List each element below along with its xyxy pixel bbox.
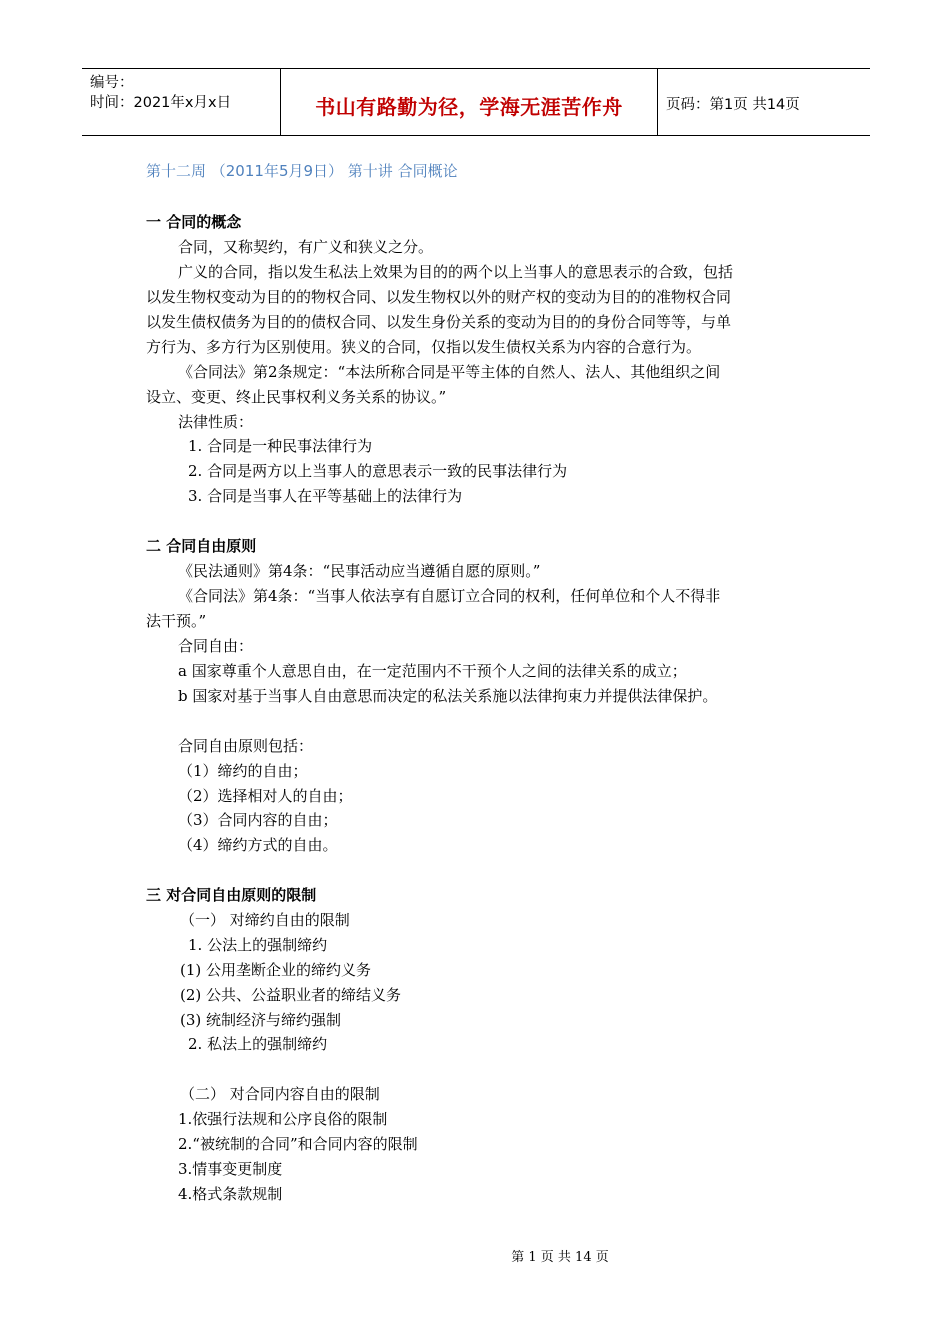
list-item: 4.格式条款规制 bbox=[178, 1185, 283, 1203]
number-label: 编号： bbox=[90, 75, 134, 91]
section-heading: 二 合同自由原则 bbox=[146, 537, 257, 555]
subsection-heading: （一） 对缔约自由的限制 bbox=[180, 911, 350, 929]
list-item: 3. 合同是当事人在平等基础上的法律行为 bbox=[188, 487, 463, 505]
page-header bbox=[82, 68, 870, 136]
list-item: 1. 合同是一种民事法律行为 bbox=[188, 437, 373, 455]
section-heading: 一 合同的概念 bbox=[146, 213, 242, 231]
paragraph-line: 合同，又称契约，有广义和狭义之分。 bbox=[178, 238, 434, 256]
paragraph-line: 《民法通则》第4条：“民事活动应当遵循自愿的原则。” bbox=[178, 562, 541, 580]
paragraph-line: 广义的合同，指以发生私法上效果为目的的两个以上当事人的意思表示的合致，包括 bbox=[178, 263, 734, 281]
list-item: 1. 公法上的强制缔约 bbox=[188, 936, 328, 954]
list-item: 2.“被统制的合同”和合同内容的限制 bbox=[178, 1135, 418, 1153]
list-item: 3.情事变更制度 bbox=[178, 1160, 283, 1178]
time-label: 时间：2021年x月x日 bbox=[90, 95, 232, 111]
list-item: 2. 合同是两方以上当事人的意思表示一致的民事法律行为 bbox=[188, 462, 568, 480]
page-footer: 第 1 页 共 14 页 bbox=[511, 1250, 609, 1265]
header-divider bbox=[657, 69, 658, 136]
list-item: a 国家尊重个人意思自由，在一定范围内不干预个人之间的法律关系的成立； bbox=[178, 662, 687, 680]
list-item: （3）合同内容的自由； bbox=[178, 811, 338, 829]
paragraph-line: 以发生债权债务为目的的债权合同、以发生身份关系的变动为目的的身份合同等等，与单 bbox=[146, 313, 732, 331]
paragraph-line: 《合同法》第2条规定：“本法所称合同是平等主体的自然人、法人、其他组织之间 bbox=[178, 363, 721, 381]
paragraph-line: 法干预。” bbox=[146, 612, 207, 630]
header-page-label: 页码：第1页 共14页 bbox=[666, 97, 800, 113]
paragraph-line: 设立、变更、终止民事权利义务关系的协议。” bbox=[146, 388, 447, 406]
list-item: (2) 公共、公益职业者的缔结义务 bbox=[180, 986, 402, 1004]
paragraph-line: 《合同法》第4条：“当事人依法享有自愿订立合同的权利，任何单位和个人不得非 bbox=[178, 587, 721, 605]
list-item: 2. 私法上的强制缔约 bbox=[188, 1035, 328, 1053]
list-item: (3) 统制经济与缔约强制 bbox=[180, 1011, 342, 1029]
paragraph-line: 合同自由原则包括： bbox=[178, 737, 314, 755]
paragraph-line: 以发生物权变动为目的的物权合同、以发生物权以外的财产权的变动为目的的准物权合同 bbox=[146, 288, 732, 306]
list-item: (1) 公用垄断企业的缔约义务 bbox=[180, 961, 372, 979]
list-item: 1.依强行法规和公序良俗的限制 bbox=[178, 1110, 388, 1128]
paragraph-line: 方行为、多方行为区别使用。狭义的合同，仅指以发生债权关系为内容的合意行为。 bbox=[146, 338, 702, 356]
section-heading: 三 对合同自由原则的限制 bbox=[146, 886, 317, 904]
list-item: （4）缔约方式的自由。 bbox=[178, 836, 338, 854]
paragraph-line: 合同自由： bbox=[178, 637, 254, 655]
list-item: （1）缔约的自由； bbox=[178, 762, 308, 780]
subsection-heading: （二） 对合同内容自由的限制 bbox=[180, 1085, 380, 1103]
list-item: b 国家对基于当事人自由意思而决定的私法关系施以法律拘束力并提供法律保护。 bbox=[178, 687, 718, 705]
lecture-title: 第十二周 （2011年5月9日） 第十讲 合同概论 bbox=[146, 162, 458, 180]
paragraph-line: 法律性质： bbox=[178, 413, 254, 431]
header-motto: 书山有路勤为径，学海无涯苦作舟 bbox=[315, 95, 623, 119]
list-item: （2）选择相对人的自由； bbox=[178, 787, 353, 805]
header-meta bbox=[90, 73, 231, 113]
